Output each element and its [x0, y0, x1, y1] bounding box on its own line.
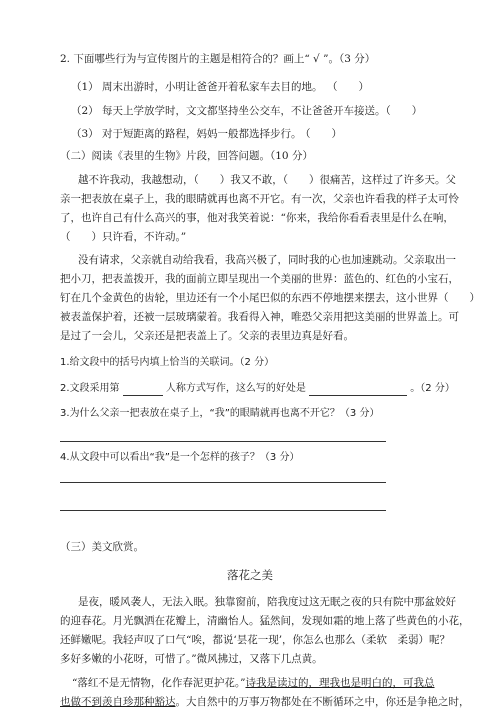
passage2-line: 把小刀，把表盖拨开，我的面前立即呈现出一个美丽的世界：蓝色的、红色的小宝石，: [60, 273, 459, 285]
s2-question-1: 1.给文段中的括号内填上恰当的关联词。（2 分）: [60, 357, 275, 368]
passage2-line: 没有请求，父亲就自动给我看，我高兴极了，同时我的心也加速跳动。父亲取出一: [78, 254, 456, 266]
passage1-line: 了，也许自己有什么高兴的事，他对我笑着说：“你来，我给你看看表里是什么在响，: [60, 212, 454, 224]
underlined-sentence: 诗我是读过的，理我也是明白的，可我总: [245, 677, 435, 689]
essay-line: 的迎春花。月光飘洒在花瓣上，清幽怡人。猛然间，发现如霜的地上落了些黄色的小花，: [60, 615, 470, 627]
passage2-line: 被表盖保护着，还被一层玻璃蒙着。我看得入神，唯恐父亲用把这美丽的世界盖上。可: [60, 311, 459, 323]
s2-question-2-part-a: 2.文段采用第: [60, 383, 120, 394]
q2-item-3: （3） 对于短距离的路程，妈妈一般都选择步行。: [71, 128, 302, 140]
underlined-sentence: 也做不到羡自珍那种豁达: [60, 696, 176, 708]
q2-prompt: 2. 下面哪些行为与宣传图片的主题是相符合的？画上“ √ ”。（3 分）: [60, 53, 376, 65]
essay-line: 多好多嫩的小花呀，可惜了。”微风拂过，又落下几点黄。: [60, 653, 323, 665]
q3-answer-line[interactable]: [60, 441, 386, 442]
essay-line: 还鲜嫩呢。我轻声叹了口气“唉，都说‘昙花一现’，你怎么也那么（柔软 柔弱）呢？: [60, 634, 451, 646]
q2-item-1: （1） 周末出游时，小明让爸爸开着私家车去目的地。: [71, 81, 323, 93]
section3-header: （三）美文欣赏。: [60, 541, 144, 553]
s2-question-2: [60, 382, 455, 396]
passage1-line: 越不许我动，我越想动，（ ）我又不敢，（ ）很痛苦，这样过了许多天。父: [78, 174, 456, 186]
passage1-line: 亲一把表放在桌子上，我的眼睛就再也离不开它。有一次，父亲也许看我的样子太可怜: [60, 193, 459, 205]
essay-text: 。大自然中的万事万物都处在不断循环之中，你还是争艳之时，: [175, 696, 470, 708]
essay-title: 落花之美: [227, 568, 273, 582]
q2-item-2: （2） 每天上学放学时，文文都坚持坐公交车，不让爸爸开车接送。（ ）: [71, 105, 423, 117]
passage2-line: 是过了一会儿，父亲还是把表盖上了。父亲的表里边真是好看。: [60, 330, 354, 342]
essay-line: [72, 676, 435, 690]
passage1-line: （ ）只许看，不许动。”: [60, 231, 187, 243]
s2-question-2-part-c: 。（2 分）: [410, 383, 455, 394]
section2-header: （二）阅读《表里的生物》片段，回答问题。（10 分）: [60, 150, 313, 162]
s2-question-2-part-b: 人称方式写作，这么写的好处是: [165, 383, 306, 394]
q4-answer-line[interactable]: [60, 510, 386, 511]
s2-question-4: 4.从文段中可以看出“我”是一个怎样的孩子？（3 分）: [60, 452, 300, 463]
q2-item-3-answer-bracket[interactable]: （ ）: [300, 128, 342, 140]
benefit-answer-blank[interactable]: [309, 384, 407, 396]
person-answer-blank[interactable]: [123, 384, 163, 396]
poem-quote: “落红不是无情物，化作春泥更护花。”: [72, 677, 246, 689]
essay-line: 是夜，暖风袭人，无法入眠。独靠窗前，陪我度过这无眠之夜的只有院中那盆姣好: [78, 596, 456, 608]
q4-answer-line[interactable]: [60, 482, 386, 483]
s2-question-3: 3.为什么父亲一把表放在桌子上，“我”的眼睛就再也离不开它？（3 分）: [60, 408, 380, 419]
q2-item-1-answer-bracket[interactable]: （ ）: [327, 81, 369, 93]
passage2-line: 钉在几个金黄色的齿轮，里边还有一个小尾巴似的东西不停地摆来摆去，这小世界（ ）: [60, 292, 480, 304]
